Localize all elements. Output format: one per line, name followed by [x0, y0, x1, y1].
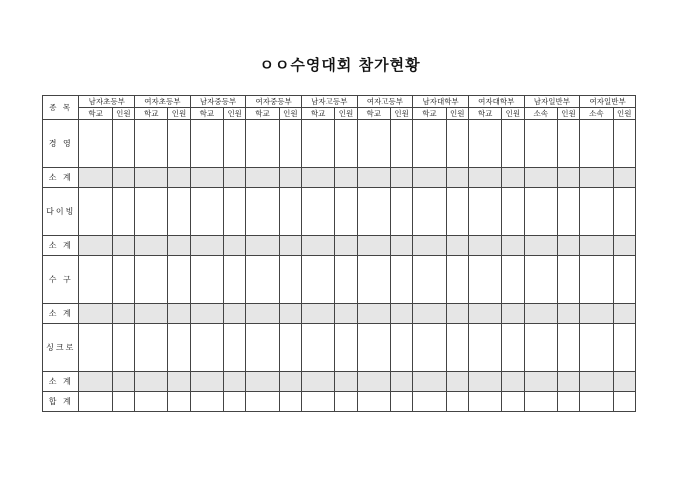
table-cell: [190, 324, 223, 372]
table-cell: [168, 168, 190, 188]
table-cell: [135, 120, 168, 168]
table-cell: [502, 120, 524, 168]
table-cell: [524, 188, 557, 236]
table-cell: [468, 188, 501, 236]
table-cell: [224, 120, 246, 168]
table-cell: [580, 372, 613, 392]
division-header: 여자고등부: [357, 96, 413, 108]
row-label: 합 계: [43, 392, 79, 412]
table-cell: [502, 236, 524, 256]
row-label: 소 계: [43, 304, 79, 324]
table-cell: [135, 256, 168, 304]
table-cell: [224, 168, 246, 188]
table-cell: [357, 256, 390, 304]
subcolumn-header: 학교: [413, 108, 446, 120]
division-header: 여자일반부: [580, 96, 636, 108]
table-cell: [279, 188, 301, 236]
table-cell: [524, 392, 557, 412]
table-cell: [580, 120, 613, 168]
table-row: [43, 256, 636, 304]
table-cell: [335, 120, 357, 168]
table-cell: [135, 168, 168, 188]
division-header: 남자고등부: [301, 96, 357, 108]
table-cell: [112, 372, 134, 392]
table-cell: [468, 256, 501, 304]
table-cell: [112, 120, 134, 168]
table-cell: [135, 392, 168, 412]
subcolumn-header: 인원: [502, 108, 524, 120]
subcolumn-header: 인원: [279, 108, 301, 120]
table-cell: [446, 236, 468, 256]
table-cell: [502, 324, 524, 372]
header-row-divisions: [43, 96, 636, 108]
table-cell: [613, 392, 635, 412]
table-cell: [279, 324, 301, 372]
subcolumn-header: 학교: [246, 108, 279, 120]
table-cell: [279, 256, 301, 304]
table-cell: [246, 304, 279, 324]
row-label: 소 계: [43, 372, 79, 392]
table-cell: [613, 120, 635, 168]
table-cell: [224, 324, 246, 372]
table-cell: [112, 236, 134, 256]
table-cell: [246, 236, 279, 256]
table-cell: [557, 188, 579, 236]
subcolumn-header: 인원: [168, 108, 190, 120]
table-cell: [468, 236, 501, 256]
table-cell: [557, 168, 579, 188]
table-cell: [524, 168, 557, 188]
table-cell: [413, 236, 446, 256]
table-cell: [446, 324, 468, 372]
subcolumn-header: 인원: [335, 108, 357, 120]
division-header: 여자중등부: [246, 96, 302, 108]
table-cell: [301, 324, 334, 372]
table-cell: [580, 392, 613, 412]
table-cell: [468, 392, 501, 412]
table-cell: [279, 304, 301, 324]
table-cell: [168, 236, 190, 256]
division-header: 여자초등부: [135, 96, 191, 108]
table-cell: [390, 168, 412, 188]
table-row: [43, 168, 636, 188]
table-cell: [557, 256, 579, 304]
table-cell: [580, 236, 613, 256]
table-cell: [524, 324, 557, 372]
subcolumn-header: 인원: [224, 108, 246, 120]
table-cell: [357, 236, 390, 256]
table-cell: [301, 236, 334, 256]
subcolumn-header: 인원: [557, 108, 579, 120]
table-cell: [190, 256, 223, 304]
table-cell: [79, 372, 112, 392]
table-cell: [502, 256, 524, 304]
table-cell: [613, 188, 635, 236]
table-cell: [301, 392, 334, 412]
table-cell: [413, 304, 446, 324]
table-cell: [246, 392, 279, 412]
page-title: ㅇㅇ수영대회 참가현황: [259, 56, 421, 74]
table-cell: [580, 168, 613, 188]
table-cell: [224, 188, 246, 236]
subcolumn-header: 학교: [468, 108, 501, 120]
table-cell: [112, 188, 134, 236]
table-row: [43, 120, 636, 168]
table-cell: [335, 392, 357, 412]
division-header: 남자중등부: [190, 96, 246, 108]
table-cell: [112, 304, 134, 324]
table-cell: [224, 236, 246, 256]
subcolumn-header: 학교: [135, 108, 168, 120]
subcolumn-header: 인원: [446, 108, 468, 120]
table-row: [43, 304, 636, 324]
table-cell: [224, 392, 246, 412]
table-cell: [390, 372, 412, 392]
table-cell: [524, 372, 557, 392]
table-cell: [613, 372, 635, 392]
table-cell: [246, 120, 279, 168]
table-cell: [413, 168, 446, 188]
subcolumn-header: 학교: [79, 108, 112, 120]
table-cell: [168, 304, 190, 324]
row-label: 다이빙: [43, 188, 79, 236]
table-cell: [279, 372, 301, 392]
table-cell: [580, 324, 613, 372]
table-cell: [357, 168, 390, 188]
table-cell: [357, 188, 390, 236]
table-cell: [301, 168, 334, 188]
table-cell: [390, 120, 412, 168]
table-cell: [446, 188, 468, 236]
table-cell: [357, 304, 390, 324]
table-cell: [390, 324, 412, 372]
table-cell: [112, 168, 134, 188]
table-cell: [335, 236, 357, 256]
table-cell: [502, 168, 524, 188]
table-cell: [301, 304, 334, 324]
table-row: [43, 372, 636, 392]
subcolumn-header: 학교: [357, 108, 390, 120]
table-cell: [335, 188, 357, 236]
table-cell: [335, 372, 357, 392]
table-cell: [613, 324, 635, 372]
subcolumn-header: 소속: [524, 108, 557, 120]
table-cell: [168, 256, 190, 304]
division-header: 여자대학부: [468, 96, 524, 108]
table-cell: [112, 392, 134, 412]
division-header: 남자대학부: [413, 96, 469, 108]
table-cell: [446, 372, 468, 392]
table-cell: [335, 256, 357, 304]
table-row: [43, 236, 636, 256]
table-cell: [557, 120, 579, 168]
table-cell: [135, 188, 168, 236]
subcolumn-header: 학교: [190, 108, 223, 120]
table-cell: [357, 324, 390, 372]
table-cell: [224, 256, 246, 304]
table-cell: [580, 188, 613, 236]
table-cell: [190, 188, 223, 236]
table-cell: [301, 372, 334, 392]
table-cell: [557, 304, 579, 324]
table-cell: [390, 236, 412, 256]
table-cell: [613, 236, 635, 256]
subcolumn-header: 인원: [390, 108, 412, 120]
table-cell: [190, 236, 223, 256]
table-cell: [279, 236, 301, 256]
table-cell: [390, 256, 412, 304]
table-cell: [413, 256, 446, 304]
table-cell: [446, 256, 468, 304]
table-cell: [446, 304, 468, 324]
table-cell: [413, 120, 446, 168]
table-cell: [168, 188, 190, 236]
table-cell: [79, 236, 112, 256]
table-cell: [335, 168, 357, 188]
table-cell: [357, 392, 390, 412]
table-cell: [468, 120, 501, 168]
table-cell: [246, 168, 279, 188]
table-cell: [468, 168, 501, 188]
table-cell: [557, 372, 579, 392]
table-cell: [190, 392, 223, 412]
table-cell: [468, 324, 501, 372]
table-cell: [190, 372, 223, 392]
corner-header: 종 목: [43, 96, 79, 120]
table-cell: [557, 324, 579, 372]
table-cell: [357, 120, 390, 168]
table-cell: [502, 392, 524, 412]
table-cell: [190, 168, 223, 188]
table-cell: [79, 324, 112, 372]
table-cell: [112, 256, 134, 304]
table-cell: [168, 372, 190, 392]
subcolumn-header: 인원: [112, 108, 134, 120]
table-cell: [301, 256, 334, 304]
table-cell: [135, 324, 168, 372]
row-label: 싱크로: [43, 324, 79, 372]
table-cell: [246, 372, 279, 392]
table-cell: [190, 304, 223, 324]
table-cell: [390, 304, 412, 324]
table-cell: [413, 372, 446, 392]
table-cell: [468, 372, 501, 392]
row-label: 소 계: [43, 236, 79, 256]
table-cell: [135, 304, 168, 324]
table-cell: [279, 392, 301, 412]
table-cell: [524, 120, 557, 168]
table-cell: [224, 304, 246, 324]
table-cell: [524, 304, 557, 324]
table-cell: [79, 392, 112, 412]
row-label: 경 영: [43, 120, 79, 168]
table-cell: [79, 256, 112, 304]
table-cell: [79, 304, 112, 324]
table-cell: [524, 256, 557, 304]
table-cell: [301, 120, 334, 168]
subcolumn-header: 학교: [301, 108, 334, 120]
table-cell: [301, 188, 334, 236]
table-cell: [524, 236, 557, 256]
table-cell: [135, 372, 168, 392]
table-cell: [335, 304, 357, 324]
table-cell: [557, 236, 579, 256]
table-cell: [79, 188, 112, 236]
table-cell: [557, 392, 579, 412]
division-header: 남자일반부: [524, 96, 580, 108]
table-cell: [246, 256, 279, 304]
table-cell: [79, 168, 112, 188]
table-cell: [279, 120, 301, 168]
table-cell: [246, 324, 279, 372]
table-cell: [413, 392, 446, 412]
table-cell: [580, 256, 613, 304]
table-cell: [446, 168, 468, 188]
table-cell: [613, 168, 635, 188]
table-cell: [246, 188, 279, 236]
table-cell: [446, 392, 468, 412]
participation-table: [42, 95, 636, 412]
division-header: 남자초등부: [79, 96, 135, 108]
row-label: 소 계: [43, 168, 79, 188]
row-label: 수 구: [43, 256, 79, 304]
table-row: [43, 392, 636, 412]
table-cell: [390, 188, 412, 236]
table-cell: [468, 304, 501, 324]
table-cell: [502, 304, 524, 324]
subcolumn-header: 인원: [613, 108, 635, 120]
table-cell: [390, 392, 412, 412]
table-cell: [168, 392, 190, 412]
table-cell: [446, 120, 468, 168]
table-cell: [335, 324, 357, 372]
table-cell: [357, 372, 390, 392]
table-cell: [502, 372, 524, 392]
table-cell: [168, 120, 190, 168]
table-cell: [224, 372, 246, 392]
table-cell: [613, 256, 635, 304]
table-cell: [190, 120, 223, 168]
table-cell: [613, 304, 635, 324]
table-cell: [502, 188, 524, 236]
table-cell: [413, 324, 446, 372]
subcolumn-header: 소속: [580, 108, 613, 120]
table-cell: [168, 324, 190, 372]
table-cell: [79, 120, 112, 168]
table-cell: [279, 168, 301, 188]
table-cell: [413, 188, 446, 236]
table-row: [43, 188, 636, 236]
table-cell: [112, 324, 134, 372]
table-row: [43, 324, 636, 372]
table-cell: [580, 304, 613, 324]
header-row-subcolumns: [43, 108, 636, 120]
table-cell: [135, 236, 168, 256]
